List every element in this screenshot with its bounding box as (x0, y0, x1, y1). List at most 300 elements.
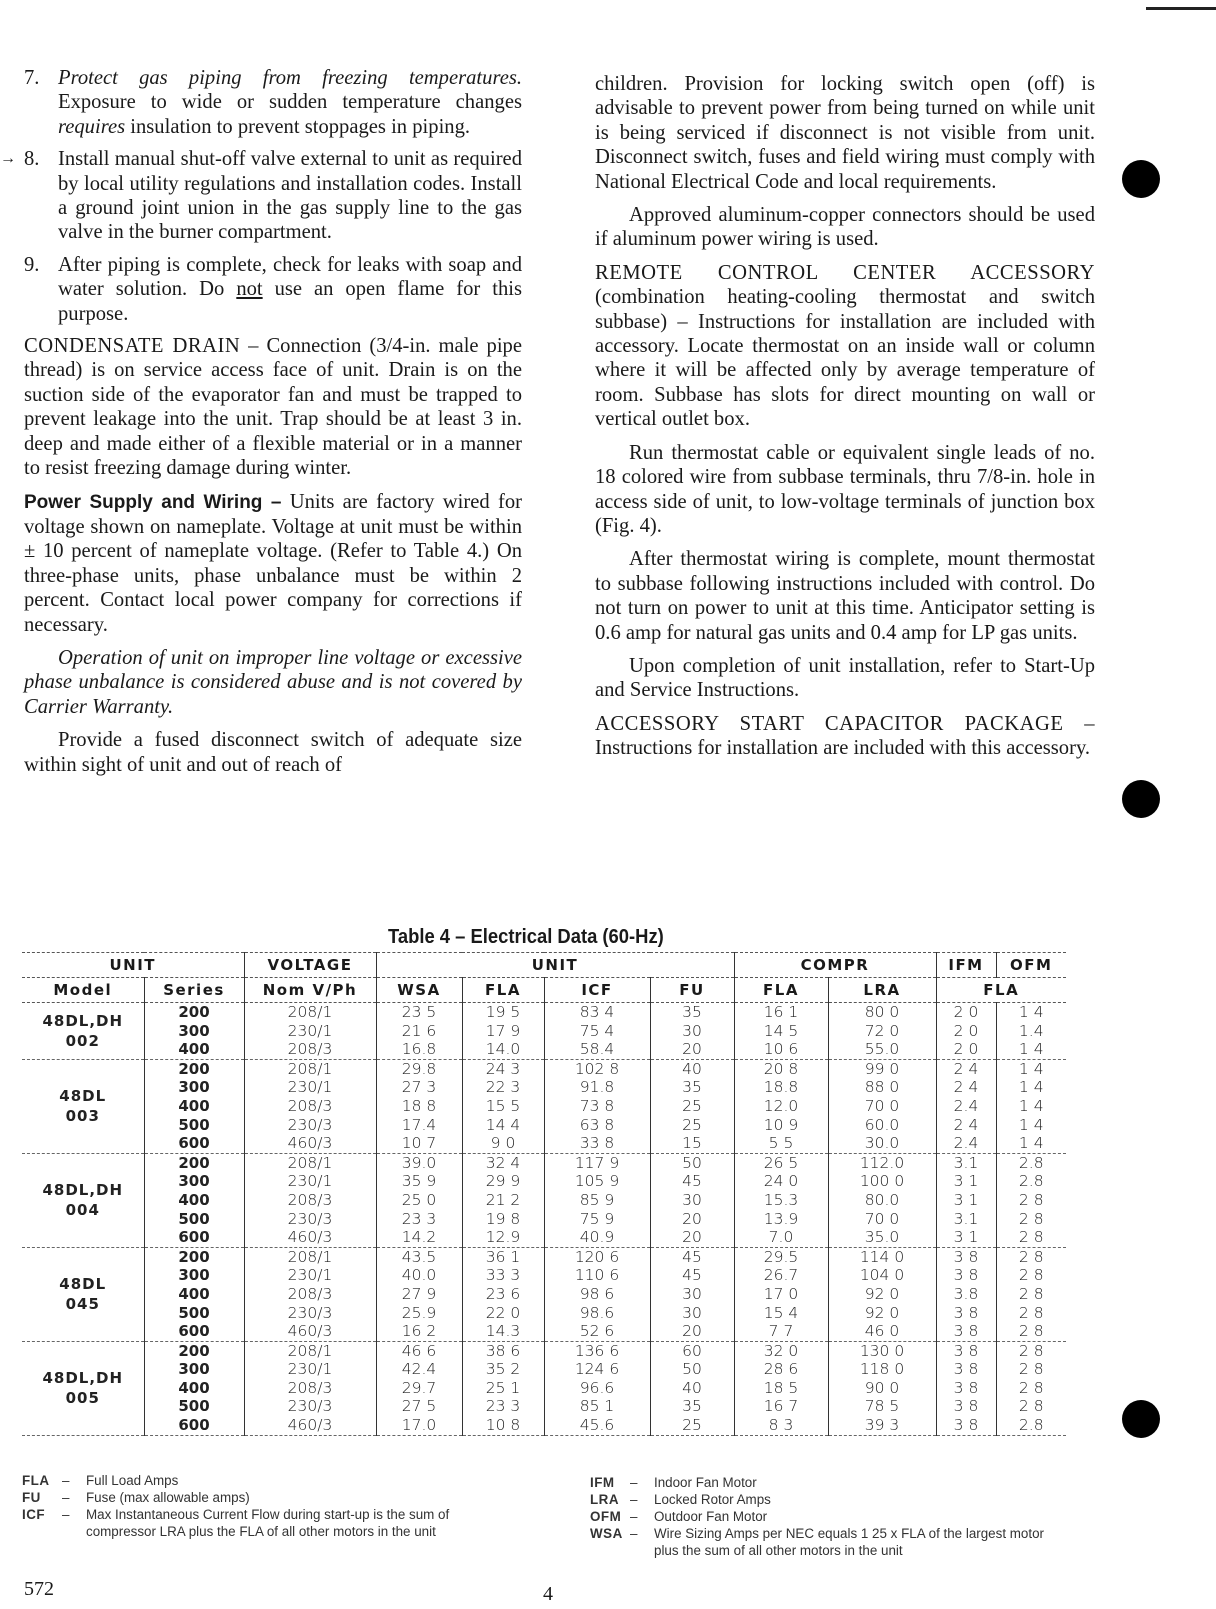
unit-electrical-group-header: UNIT (376, 953, 734, 978)
legend-key: ICF (22, 1507, 46, 1522)
nom-vph-cell: 230/3 (244, 1210, 376, 1229)
compr-fla-cell: 10 6 (734, 1040, 828, 1059)
icf-cell: 124 6 (544, 1360, 650, 1379)
nom-vph-cell: 208/1 (244, 1247, 376, 1266)
wsa-cell: 29.8 (376, 1059, 462, 1078)
punch-hole-top (1122, 160, 1160, 198)
legend-entry (590, 1474, 1070, 1491)
icf-cell: 73 8 (544, 1097, 650, 1116)
revision-arrow-icon: → (0, 150, 16, 168)
nom-vph-cell: 460/3 (244, 1228, 376, 1247)
series-cell: 500 (144, 1304, 244, 1323)
table-row (22, 1397, 1066, 1416)
ofm-fla-cell: 2.8 (996, 1416, 1066, 1435)
fu-cell: 35 (650, 1003, 734, 1022)
wsa-cell: 17.0 (376, 1416, 462, 1435)
nom-vph-header: Nom V/Ph (244, 978, 376, 1003)
wsa-cell: 25 0 (376, 1191, 462, 1210)
series-cell: 400 (144, 1379, 244, 1398)
step-8-text: Install manual shut-off valve external to unit as required by local utility regulations and installation codes. Install a ground joint union in the gas supply line to the gas valve in the burner compartment. (58, 148, 522, 244)
lra-cell: 55.0 (828, 1040, 936, 1059)
series-cell: 200 (144, 1341, 244, 1360)
icf-cell: 58.4 (544, 1040, 650, 1059)
step-9-underlined: not (236, 278, 263, 301)
ifm-fla-cell: 3.8 (936, 1285, 996, 1304)
step-7-italic: requires (58, 115, 126, 138)
unit-fla-cell: 14 4 (462, 1116, 544, 1135)
lra-cell: 88 0 (828, 1078, 936, 1097)
model-size: 004 (65, 1201, 100, 1220)
ifm-fla-cell: 3 8 (936, 1416, 996, 1435)
page-number: 4 (543, 1583, 553, 1605)
legend-entry (22, 1506, 522, 1540)
lra-header: LRA (828, 978, 936, 1003)
nom-vph-cell: 208/1 (244, 1153, 376, 1172)
legend-key: OFM (590, 1509, 622, 1524)
table-row (22, 1341, 1066, 1360)
abbreviation-legend-right (590, 1474, 1070, 1559)
fu-cell: 35 (650, 1397, 734, 1416)
icf-cell: 120 6 (544, 1247, 650, 1266)
unit-fla-cell: 14.0 (462, 1040, 544, 1059)
legend-dash: – (62, 1490, 70, 1505)
ofm-fla-cell: 1 4 (996, 1097, 1066, 1116)
ifm-fla-cell: 3 8 (936, 1341, 996, 1360)
step-7 (24, 66, 522, 139)
legend-dash: – (630, 1475, 638, 1490)
ifm-fla-cell: 2 4 (936, 1116, 996, 1135)
icf-cell: 75 4 (544, 1022, 650, 1041)
fu-cell: 30 (650, 1191, 734, 1210)
wsa-cell: 46 6 (376, 1341, 462, 1360)
wsa-cell: 17.4 (376, 1116, 462, 1135)
wsa-cell: 27 3 (376, 1078, 462, 1097)
wsa-cell: 27 9 (376, 1285, 462, 1304)
legend-definition: Outdoor Fan Motor (654, 1509, 768, 1524)
icf-cell: 33 8 (544, 1134, 650, 1153)
unit-fla-cell: 35 2 (462, 1360, 544, 1379)
unit-fla-cell: 25 1 (462, 1379, 544, 1398)
legend-dash: – (630, 1492, 638, 1507)
ofm-fla-cell: 2 8 (996, 1341, 1066, 1360)
unit-fla-cell: 12.9 (462, 1228, 544, 1247)
nom-vph-cell: 460/3 (244, 1134, 376, 1153)
legend-key: FU (22, 1490, 41, 1505)
wsa-cell: 42.4 (376, 1360, 462, 1379)
fu-cell: 40 (650, 1379, 734, 1398)
electrical-data-table (22, 952, 1066, 1436)
fu-cell: 25 (650, 1416, 734, 1435)
power-supply-heading: Power Supply and Wiring – (24, 491, 282, 513)
model-name: 48DL,DH (42, 1369, 124, 1388)
wsa-cell: 35 9 (376, 1172, 462, 1191)
remote-control-heading: REMOTE CONTROL CENTER ACCESSORY (595, 261, 1095, 284)
legend-key: IFM (590, 1475, 615, 1490)
table-title: Table 4 – Electrical Data (60-Hz) (388, 926, 664, 948)
model-size: 002 (65, 1031, 100, 1050)
icf-cell: 63 8 (544, 1116, 650, 1135)
ifm-group-header: IFM (936, 953, 996, 978)
fan-fla-header: FLA (936, 978, 1066, 1003)
compr-fla-cell: 29.5 (734, 1247, 828, 1266)
remote-control-paragraph (595, 261, 1095, 432)
legend-definition: Wire Sizing Amps per NEC equals 1 25 x FLA of the largest motor plus the sum of all other motors in the unit (654, 1526, 1044, 1558)
ifm-fla-cell: 2 0 (936, 1040, 996, 1059)
ofm-fla-cell: 2 8 (996, 1210, 1066, 1229)
wsa-header: WSA (376, 978, 462, 1003)
lra-cell: 35.0 (828, 1228, 936, 1247)
punch-hole-middle (1122, 780, 1160, 818)
wsa-cell: 25.9 (376, 1304, 462, 1323)
fu-cell: 30 (650, 1285, 734, 1304)
compr-fla-cell: 16 7 (734, 1397, 828, 1416)
legend-entry (590, 1525, 1070, 1559)
fu-cell: 20 (650, 1228, 734, 1247)
legend-entry (22, 1472, 522, 1489)
series-cell: 500 (144, 1116, 244, 1135)
compr-fla-cell: 13.9 (734, 1210, 828, 1229)
legend-entry (590, 1491, 1070, 1508)
ofm-fla-cell: 1 4 (996, 1116, 1066, 1135)
fu-cell: 30 (650, 1022, 734, 1041)
model-size: 003 (65, 1107, 100, 1126)
unit-fla-cell: 38 6 (462, 1341, 544, 1360)
unit-fla-cell: 21 2 (462, 1191, 544, 1210)
icf-cell: 136 6 (544, 1341, 650, 1360)
compressor-group-header: COMPR (734, 953, 936, 978)
table-row (22, 1210, 1066, 1229)
ifm-fla-cell: 3.1 (936, 1153, 996, 1172)
nom-vph-cell: 230/3 (244, 1397, 376, 1416)
ofm-fla-cell: 1 4 (996, 1134, 1066, 1153)
legend-dash: – (630, 1509, 638, 1524)
ofm-fla-cell: 2 8 (996, 1266, 1066, 1285)
step-7-text-b: insulation to prevent stoppages in piping. (125, 115, 471, 138)
lra-cell: 114 0 (828, 1247, 936, 1266)
legend-definition: Fuse (max allowable amps) (86, 1490, 250, 1505)
capacitor-text: Instructions for installation are included with this accessory. (595, 737, 1091, 760)
series-cell: 300 (144, 1266, 244, 1285)
wsa-cell: 18 8 (376, 1097, 462, 1116)
unit-fla-cell: 17 9 (462, 1022, 544, 1041)
compr-fla-cell: 18 5 (734, 1379, 828, 1398)
wsa-cell: 21 6 (376, 1022, 462, 1041)
icf-cell: 85 1 (544, 1397, 650, 1416)
table-row (22, 1322, 1066, 1341)
abbreviation-legend-left (22, 1472, 522, 1540)
compr-fla-cell: 15 4 (734, 1304, 828, 1323)
model-name: 48DL,DH (42, 1181, 124, 1200)
unit-fla-cell: 10 8 (462, 1416, 544, 1435)
table-row (22, 1003, 1066, 1022)
unit-fla-cell: 15 5 (462, 1097, 544, 1116)
ifm-fla-cell: 3 8 (936, 1379, 996, 1398)
compr-fla-cell: 15.3 (734, 1191, 828, 1210)
warranty-warning: Operation of unit on improper line voltage or excessive phase unbalance is considered abuse and is not covered by Carrier Warranty. (24, 646, 522, 718)
compr-fla-cell: 7 7 (734, 1322, 828, 1341)
completion-paragraph: Upon completion of unit installation, refer to Start-Up and Service Instructions. (595, 654, 1095, 702)
unit-fla-cell: 19 5 (462, 1003, 544, 1022)
model-header: Model (22, 978, 144, 1003)
wsa-cell: 14.2 (376, 1228, 462, 1247)
model-cell (22, 1003, 144, 1060)
table-row (22, 1134, 1066, 1153)
group-header-row (22, 953, 1066, 978)
corner-scan-mark (1146, 0, 1216, 10)
nom-vph-cell: 208/1 (244, 1059, 376, 1078)
ifm-fla-cell: 3 1 (936, 1191, 996, 1210)
unit-fla-header: FLA (462, 978, 544, 1003)
ofm-fla-cell: 2 8 (996, 1304, 1066, 1323)
wsa-cell: 29.7 (376, 1379, 462, 1398)
nom-vph-cell: 230/1 (244, 1022, 376, 1041)
legend-definition: Locked Rotor Amps (654, 1492, 771, 1507)
table-row (22, 1247, 1066, 1266)
nom-vph-cell: 230/1 (244, 1172, 376, 1191)
nom-vph-cell: 230/1 (244, 1266, 376, 1285)
nom-vph-cell: 460/3 (244, 1322, 376, 1341)
ofm-fla-cell: 2 8 (996, 1247, 1066, 1266)
nom-vph-cell: 460/3 (244, 1416, 376, 1435)
series-cell: 400 (144, 1097, 244, 1116)
nom-vph-cell: 230/3 (244, 1116, 376, 1135)
fu-cell: 25 (650, 1097, 734, 1116)
model-name: 48DL (59, 1087, 107, 1106)
table-row (22, 1022, 1066, 1041)
capacitor-heading: ACCESSORY START CAPACITOR PACKAGE – (595, 712, 1095, 735)
wsa-cell: 16 2 (376, 1322, 462, 1341)
legend-dash: – (630, 1526, 638, 1541)
icf-cell: 91.8 (544, 1078, 650, 1097)
fu-cell: 20 (650, 1322, 734, 1341)
ifm-fla-cell: 3 8 (936, 1304, 996, 1323)
compr-fla-cell: 12.0 (734, 1097, 828, 1116)
unit-fla-cell: 32 4 (462, 1153, 544, 1172)
ifm-fla-cell: 2 4 (936, 1078, 996, 1097)
table-row (22, 1228, 1066, 1247)
model-cell (22, 1153, 144, 1247)
ofm-fla-cell: 1 4 (996, 1003, 1066, 1022)
table-row (22, 1172, 1066, 1191)
ifm-fla-cell: 2.4 (936, 1134, 996, 1153)
lra-cell: 112.0 (828, 1153, 936, 1172)
step-number: 7. (24, 67, 40, 89)
lra-cell: 92 0 (828, 1304, 936, 1323)
ofm-fla-cell: 2 8 (996, 1397, 1066, 1416)
nom-vph-cell: 208/1 (244, 1341, 376, 1360)
fu-cell: 45 (650, 1247, 734, 1266)
condensate-heading: CONDENSATE DRAIN (24, 335, 241, 358)
compr-fla-cell: 32 0 (734, 1341, 828, 1360)
table-row (22, 1116, 1066, 1135)
lra-cell: 70 0 (828, 1210, 936, 1229)
lra-cell: 72 0 (828, 1022, 936, 1041)
series-header: Series (144, 978, 244, 1003)
series-cell: 300 (144, 1078, 244, 1097)
model-size: 045 (65, 1295, 100, 1314)
legend-dash: – (62, 1473, 70, 1488)
nom-vph-cell: 208/3 (244, 1097, 376, 1116)
ifm-fla-cell: 3 8 (936, 1322, 996, 1341)
aluminum-paragraph: Approved aluminum-copper connectors should be used if aluminum power wiring is used. (595, 204, 1095, 251)
ifm-fla-cell: 2 0 (936, 1022, 996, 1041)
nom-vph-cell: 208/3 (244, 1191, 376, 1210)
unit-fla-cell: 29 9 (462, 1172, 544, 1191)
table-row (22, 1153, 1066, 1172)
unit-fla-cell: 22 3 (462, 1078, 544, 1097)
unit-fla-cell: 24 3 (462, 1059, 544, 1078)
lra-cell: 100 0 (828, 1172, 936, 1191)
fu-cell: 20 (650, 1210, 734, 1229)
unit-fla-cell: 9 0 (462, 1134, 544, 1153)
compr-fla-cell: 7.0 (734, 1228, 828, 1247)
icf-cell: 85 9 (544, 1191, 650, 1210)
fu-cell: 30 (650, 1304, 734, 1323)
table-row (22, 1360, 1066, 1379)
compr-fla-cell: 20 8 (734, 1059, 828, 1078)
lra-cell: 78 5 (828, 1397, 936, 1416)
ifm-fla-cell: 3 8 (936, 1247, 996, 1266)
ifm-fla-cell: 2.4 (936, 1097, 996, 1116)
lra-cell: 80 0 (828, 1003, 936, 1022)
wsa-cell: 16.8 (376, 1040, 462, 1059)
series-cell: 600 (144, 1416, 244, 1435)
compr-fla-cell: 10 9 (734, 1116, 828, 1135)
series-cell: 200 (144, 1059, 244, 1078)
step-number: 9. (24, 253, 40, 276)
compr-fla-cell: 24 0 (734, 1172, 828, 1191)
ofm-fla-cell: 2 8 (996, 1228, 1066, 1247)
fu-cell: 50 (650, 1153, 734, 1172)
ofm-fla-cell: 1.4 (996, 1022, 1066, 1041)
disconnect-paragraph: Provide a fused disconnect switch of adequate size within sight of unit and out of reach of (24, 729, 522, 776)
unit-fla-cell: 23 6 (462, 1285, 544, 1304)
ifm-fla-cell: 2 4 (936, 1059, 996, 1078)
step-7-text-a: Exposure to wide or sudden temperature changes (58, 91, 522, 114)
table-row (22, 1266, 1066, 1285)
fu-cell: 60 (650, 1341, 734, 1360)
sub-header-row (22, 978, 1066, 1003)
fu-cell: 20 (650, 1040, 734, 1059)
icf-cell: 105 9 (544, 1172, 650, 1191)
series-cell: 500 (144, 1397, 244, 1416)
wsa-cell: 27 5 (376, 1397, 462, 1416)
series-cell: 300 (144, 1360, 244, 1379)
series-cell: 200 (144, 1247, 244, 1266)
ofm-fla-cell: 2 8 (996, 1379, 1066, 1398)
lra-cell: 104 0 (828, 1266, 936, 1285)
table-row (22, 1285, 1066, 1304)
icf-cell: 98 6 (544, 1285, 650, 1304)
power-supply-text: Units are factory wired for voltage shown on nameplate. Voltage at unit must be within ± 10 percent of nameplate voltage. (Refer to Table 4.) On three-phase units, phase unbalance must be within 2 percent. Contact local power company for corrections if necessary. (24, 490, 522, 636)
unit-fla-cell: 22 0 (462, 1304, 544, 1323)
lra-cell: 80.0 (828, 1191, 936, 1210)
lra-cell: 92 0 (828, 1285, 936, 1304)
step-number: 8. (24, 148, 40, 171)
model-cell (22, 1341, 144, 1435)
wsa-cell: 23 3 (376, 1210, 462, 1229)
nom-vph-cell: 230/3 (244, 1304, 376, 1323)
lra-cell: 60.0 (828, 1116, 936, 1135)
icf-cell: 110 6 (544, 1266, 650, 1285)
unit-fla-cell: 33 3 (462, 1266, 544, 1285)
right-text-column (595, 72, 1095, 770)
series-cell: 500 (144, 1210, 244, 1229)
fu-cell: 45 (650, 1266, 734, 1285)
lra-cell: 30.0 (828, 1134, 936, 1153)
table-row (22, 1059, 1066, 1078)
lra-cell: 70 0 (828, 1097, 936, 1116)
compr-fla-cell: 26 5 (734, 1153, 828, 1172)
step-9-text-b: use an open flame for this purpose. (58, 278, 522, 325)
ifm-fla-cell: 2 0 (936, 1003, 996, 1022)
ofm-fla-cell: 2 8 (996, 1360, 1066, 1379)
capacitor-paragraph (595, 712, 1095, 761)
table-row (22, 1078, 1066, 1097)
ofm-fla-cell: 2 8 (996, 1322, 1066, 1341)
model-name: 48DL (59, 1275, 107, 1294)
nom-vph-cell: 230/1 (244, 1360, 376, 1379)
ifm-fla-cell: 3 8 (936, 1397, 996, 1416)
icf-cell: 96.6 (544, 1379, 650, 1398)
nom-vph-cell: 208/3 (244, 1040, 376, 1059)
model-size: 005 (65, 1389, 100, 1408)
ifm-fla-cell: 3 8 (936, 1266, 996, 1285)
lra-cell: 90 0 (828, 1379, 936, 1398)
disconnect-continuation: children. Provision for locking switch open (off) is advisable to prevent power from being turned on while unit is being serviced if disconnect is not visible from unit. Disconnect switch, fuses and field wiring must comply with National Electrical Code and local requirements. (595, 73, 1095, 193)
lra-cell: 39 3 (828, 1416, 936, 1435)
icf-cell: 102 8 (544, 1059, 650, 1078)
series-cell: 200 (144, 1153, 244, 1172)
ofm-fla-cell: 1 4 (996, 1078, 1066, 1097)
table-row (22, 1097, 1066, 1116)
nom-vph-cell: 230/1 (244, 1078, 376, 1097)
ofm-fla-cell: 2.8 (996, 1172, 1066, 1191)
ifm-fla-cell: 3 1 (936, 1172, 996, 1191)
fu-cell: 15 (650, 1134, 734, 1153)
series-cell: 300 (144, 1022, 244, 1041)
wsa-cell: 23 5 (376, 1003, 462, 1022)
icf-cell: 83 4 (544, 1003, 650, 1022)
lra-cell: 46 0 (828, 1322, 936, 1341)
unit-fla-cell: 23 3 (462, 1397, 544, 1416)
nom-vph-cell: 208/1 (244, 1003, 376, 1022)
fu-cell: 25 (650, 1116, 734, 1135)
thermostat-mount-paragraph: After thermostat wiring is complete, mount thermostat to subbase following instructions included with control. Do not turn on power to unit at this time. Anticipator setting is 0.6 amp for natural gas units and 0.4 amp for LP gas units. (595, 548, 1095, 644)
ifm-fla-cell: 3 8 (936, 1360, 996, 1379)
compr-fla-cell: 8 3 (734, 1416, 828, 1435)
fu-cell: 50 (650, 1360, 734, 1379)
legend-entry (590, 1508, 1070, 1525)
series-cell: 400 (144, 1191, 244, 1210)
ofm-fla-cell: 2.8 (996, 1153, 1066, 1172)
step-7-lead: Protect gas piping from freezing temperatures. (58, 67, 522, 89)
unit-fla-cell: 14.3 (462, 1322, 544, 1341)
fu-cell: 45 (650, 1172, 734, 1191)
legend-definition: Max Instantaneous Current Flow during start-up is the sum of compressor LRA plus the FLA of all other motors in the unit (86, 1507, 450, 1539)
unit-fla-cell: 36 1 (462, 1247, 544, 1266)
legend-definition: Full Load Amps (86, 1473, 179, 1488)
unit-fla-cell: 19 8 (462, 1210, 544, 1229)
compr-fla-cell: 28 6 (734, 1360, 828, 1379)
series-cell: 600 (144, 1322, 244, 1341)
nom-vph-cell: 208/3 (244, 1379, 376, 1398)
legend-key: WSA (590, 1526, 623, 1541)
wsa-cell: 10 7 (376, 1134, 462, 1153)
series-cell: 400 (144, 1285, 244, 1304)
condensate-text: – Connection (3/4-in. male pipe thread) is on service access face of unit. Drain is on the suction side of the evaporator fan and must be trapped to prevent leakage into the unit. Trap should be at least 3 in. deep and made either of a flexible material or in a manner to resist freezing damage during winter. (24, 335, 522, 480)
compr-fla-cell: 17 0 (734, 1285, 828, 1304)
